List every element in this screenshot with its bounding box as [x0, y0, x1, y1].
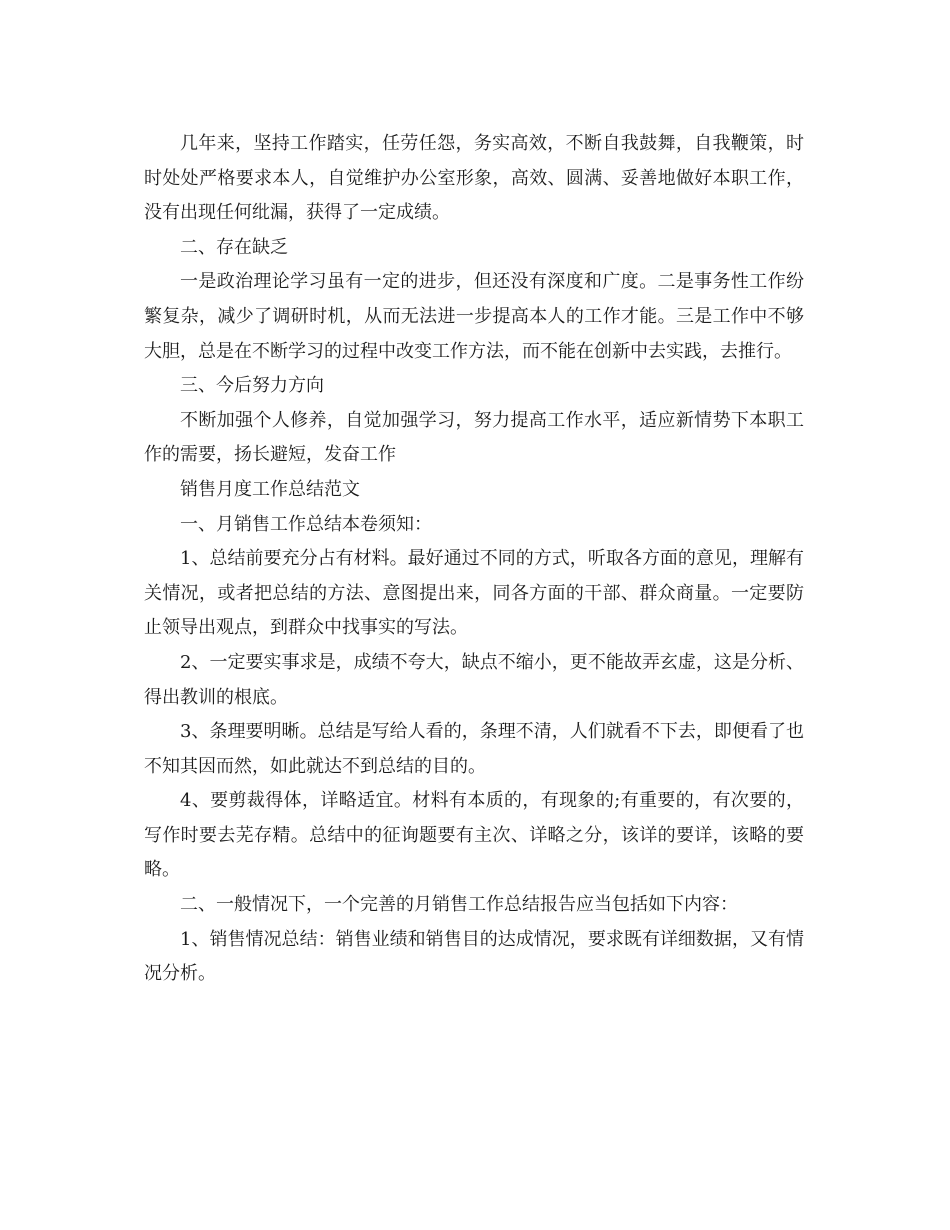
list-item-note-3: 3、条理要明晰。总结是写给人看的，条理不清，人们就看不下去，即便看了也不知其因而然，如此就达不到总结的目的。: [144, 721, 804, 777]
list-item-content-1: 1、销售情况总结：销售业绩和销售目的达成情况，要求既有详细数据，又有情况分析。: [144, 928, 804, 985]
heading-report-content: 二、一般情况下，一个完善的月销售工作总结报告应当包括如下内容：: [180, 894, 738, 916]
document-body: [144, 127, 804, 992]
list-item-note-2: 2、一定要实事求是，成绩不夸大，缺点不缩小，更不能故弄玄虚，这是分析、得出教训的根底。: [144, 651, 804, 708]
heading-notes: 一、月销售工作总结本卷须知：: [180, 513, 432, 535]
paragraph-shortcomings: 一是政治理论学习虽有一定的进步，但还没有深度和广度。二是事务性工作纷繁复杂，减少了调研时机，从而无法进一步提高本人的工作才能。三是工作中不够大胆，总是在不断学习的过程中改变工作方法，而不能在创新中去实践，去推行。: [144, 271, 804, 362]
list-item-note-4: 4、要剪裁得体，详略适宜。材料有本质的，有现象的;有重要的，有次要的，写作时要去芜存精。总结中的征询题要有主次、详略之分，该详的要详，该略的要略。: [144, 790, 804, 881]
list-item-note-1: 1、总结前要充分占有材料。最好通过不同的方式，听取各方面的意见，理解有关情况，或者把总结的方法、意图提出来，同各方面的干部、群众商量。一定要防止领导出观点，到群众中找事实的写法。: [144, 548, 804, 639]
paragraph-future-direction: 不断加强个人修养，自觉加强学习，努力提高工作水平，适应新情势下本职工作的需要，扬长避短，发奋工作: [144, 409, 804, 466]
heading-sales-summary-sample: 销售月度工作总结范文: [180, 478, 360, 500]
paragraph-work-summary: 几年来，坚持工作踏实，任劳任怨，务实高效，不断自我鼓舞，自我鞭策，时时处处严格要求本人，自觉维护办公室形象，高效、圆满、妥善地做好本职工作，没有出现任何纰漏，获得了一定成绩。: [144, 133, 804, 224]
heading-future-direction: 三、今后努力方向: [180, 375, 324, 397]
heading-shortcomings: 二、存在缺乏: [180, 236, 288, 258]
